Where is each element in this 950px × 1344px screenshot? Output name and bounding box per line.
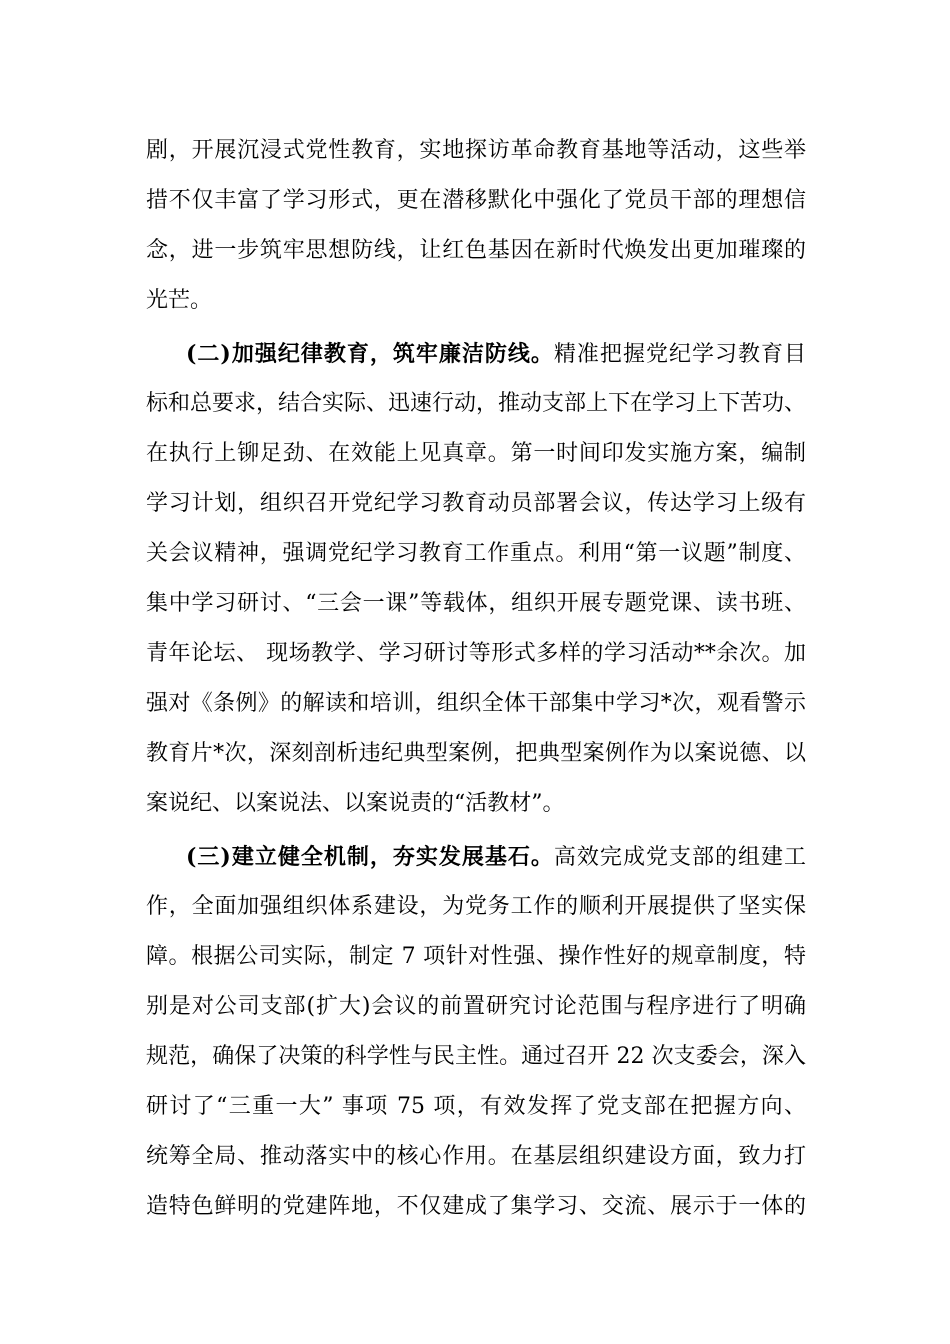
paragraph-3-line-5: 规范，确保了决策的科学性与民主性。通过召开 22 次支委会，深入	[146, 1044, 806, 1069]
paragraph-3-line-7: 统筹全局、推动落实中的核心作用。在基层组织建设方面，致力打	[146, 1144, 806, 1169]
paragraph-2-line-7: 青年论坛、 现场教学、学习研讨等形式多样的学习活动**余次。加	[146, 641, 806, 666]
paragraph-2-line-8: 强对《条例》的解读和培训，组织全体干部集中学习*次，观看警示	[146, 691, 806, 716]
paragraph-2-line-2: 标和总要求，结合实际、迅速行动，推动支部上下在学习上下苦功、	[146, 391, 807, 416]
paragraph-1-line-4: 光芒。	[146, 288, 213, 313]
paragraph-2-line-3: 在执行上铆足劲、在效能上见真章。第一时间印发实施方案，编制	[146, 441, 806, 466]
paragraph-3-line-8: 造特色鲜明的党建阵地，不仅建成了集学习、交流、展示于一体的	[146, 1194, 806, 1219]
paragraph-2-line-10: 案说纪、以案说法、以案说责的“活教材”。	[146, 791, 565, 816]
paragraph-2-first-line	[186, 330, 806, 378]
paragraph-1-line-2: 措不仅丰富了学习形式，更在潜移默化中强化了党员干部的理想信	[146, 188, 806, 213]
paragraph-2-heading: (二)加强纪律教育，筑牢廉洁防线。	[186, 341, 554, 367]
paragraph-3-first-line	[186, 833, 806, 881]
paragraph-3-heading: (三)建立健全机制，夯实发展基石。	[186, 844, 554, 870]
paragraph-2-line-9: 教育片*次，深刻剖析违纪典型案例，把典型案例作为以案说德、以	[146, 741, 806, 766]
paragraph-1-line-3: 念，进一步筑牢思想防线，让红色基因在新时代焕发出更加璀璨的	[146, 238, 806, 263]
paragraph-3-line-3: 障。根据公司实际，制定 7 项针对性强、操作性好的规章制度，特	[146, 944, 806, 969]
paragraph-1-line-1: 剧，开展沉浸式党性教育，实地探访革命教育基地等活动，这些举	[146, 138, 806, 163]
paragraph-2-line-5: 关会议精神，强调党纪学习教育工作重点。利用“第一议题”制度、	[146, 541, 806, 566]
paragraph-2-line-4: 学习计划，组织召开党纪学习教育动员部署会议，传达学习上级有	[146, 491, 806, 516]
paragraph-2-line-6: 集中学习研讨、“三会一课”等载体，组织开展专题党课、读书班、	[146, 591, 806, 616]
paragraph-3-first-line-rest: 高效完成党支部的组建工	[553, 845, 806, 870]
paragraph-3-line-2: 作，全面加强组织体系建设，为党务工作的顺利开展提供了坚实保	[146, 894, 806, 919]
paragraph-3-line-4: 别是对公司支部(扩大)会议的前置研究讨论范围与程序进行了明确	[146, 994, 806, 1019]
paragraph-2-first-line-rest: 精准把握党纪学习教育目	[553, 342, 806, 367]
paragraph-3-line-6: 研讨了“三重一大” 事项 75 项，有效发挥了党支部在把握方向、	[146, 1094, 806, 1119]
